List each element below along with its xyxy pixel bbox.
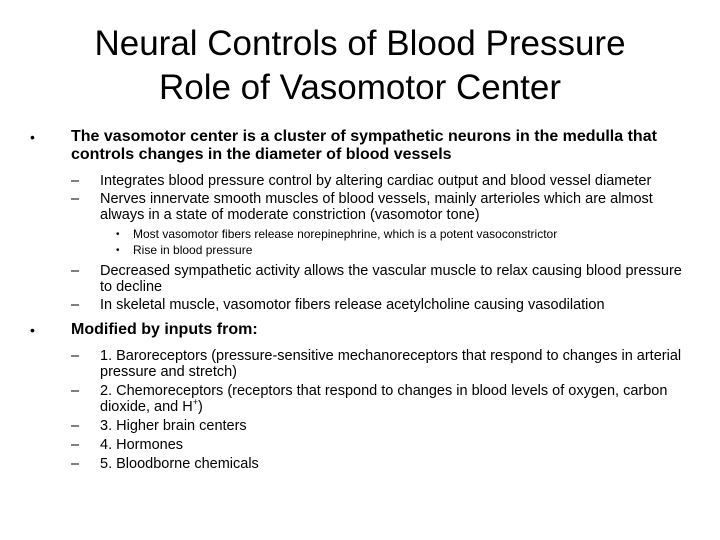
dash-marker: – [71,418,80,434]
bullet-text: Modified by inputs from: [71,321,258,338]
sub-item [28,263,688,295]
small-bullet-marker: • [116,229,120,240]
sub-item-text: Nerves innervate smooth muscles of blood vessels, mainly arterioles which are almost always in a state of moderate constriction (vasomotor tone) [100,191,653,223]
dash-marker: – [71,383,80,399]
sub-item [28,437,688,453]
sub-item-text: Integrates blood pressure control by altering cardiac output and blood vessel diameter [100,173,652,189]
sub-sub-item-text: Most vasomotor fibers release norepinephrine, which is a potent vasoconstrictor [133,227,558,241]
sub-item [28,297,688,313]
bullet-marker: • [30,322,35,338]
sub-item-text-end: ) [197,399,203,415]
small-bullet-marker: • [116,245,120,256]
bullet-marker: • [30,129,35,145]
bullet-vasomotor-center [28,128,688,164]
bullet-text: The vasomotor center is a cluster of sympathetic neurons in the medulla that controls changes in the diameter of blood vessels [71,128,657,163]
sub-item [28,418,688,434]
bullet-modified-by-inputs [28,321,688,339]
superscript-plus: + [192,397,198,408]
sub-sub-item-text: Rise in blood pressure [133,243,253,257]
sub-item [28,191,688,223]
dash-marker: – [71,348,80,364]
sub-item-text: 3. Higher brain centers [100,418,247,434]
dash-marker: – [71,173,80,189]
sub-item [28,173,688,189]
sub-item-text: In skeletal muscle, vasomotor fibers release acetylcholine causing vasodilation [100,297,605,313]
sub-sub-item [28,243,688,258]
sub-item [28,456,688,472]
sub-item-text: 4. Hormones [100,437,184,453]
dash-marker: – [71,297,80,313]
sub-item-text: Decreased sympathetic activity allows the vascular muscle to relax causing blood pressure to decline [100,263,682,295]
sub-item [28,383,688,415]
sub-item-text: 5. Bloodborne chemicals [100,456,259,472]
sub-item [28,348,688,380]
sub-sub-item [28,227,688,242]
dash-marker: – [71,191,80,207]
sub-item-text: 2. Chemoreceptors (receptors that respond to changes in blood levels of oxygen, carbon dioxide, and H [100,383,668,415]
sub-item-text: 1. Baroreceptors (pressure-sensitive mechanoreceptors that respond to changes in arterial pressure and stretch) [100,348,682,380]
title-line-1: Neural Controls of Blood Pressure [94,24,626,63]
dash-marker: – [71,456,80,472]
dash-marker: – [71,263,80,279]
dash-marker: – [71,437,80,453]
slide-body [28,128,688,472]
title-line-2: Role of Vasomotor Center [158,68,562,107]
slide-title [0,22,720,110]
